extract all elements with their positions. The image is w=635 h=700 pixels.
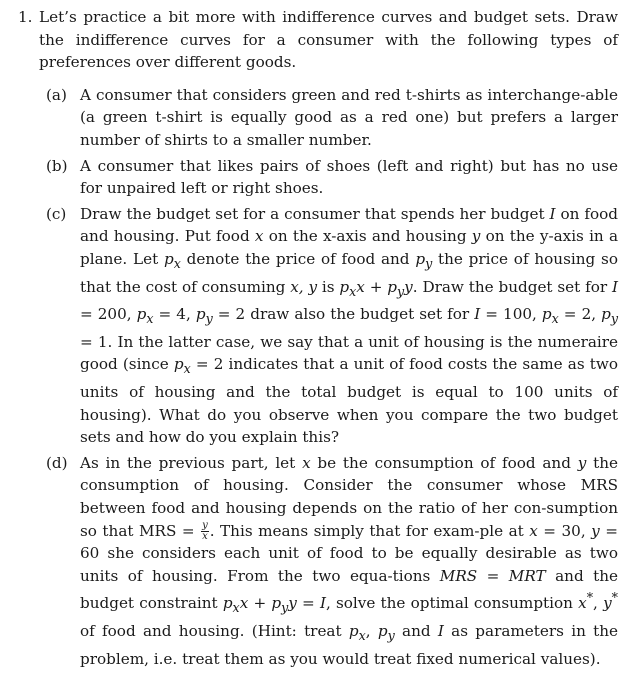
fraction-numerator: y [202,520,208,532]
part-d-text [80,454,618,668]
text-run: and the budget constraint [80,566,618,613]
math-budget: I [437,622,444,641]
part-d-label: (d) [46,453,68,472]
math-superscript: * [611,590,618,606]
math-var: x [529,521,538,540]
part-c [46,203,618,449]
math-price: p [271,594,282,613]
part-c-text [80,205,618,446]
part-d [46,452,618,670]
text-run: as parameters in the problem, i.e. treat them as you would treat fixed numerical values). [80,622,619,668]
text-run: be the consumption of food and [310,453,578,472]
math-housing: y [577,453,587,472]
problem-1 [18,6,618,673]
text-run: = 4, [153,305,196,324]
text-run: is [317,277,340,296]
text-run: = 200, [80,305,137,324]
math-price: p [173,355,184,374]
text-run: = 2, [558,305,602,324]
math-budget: I [549,204,556,223]
math-subscript: x [358,628,366,644]
text-run: = 2 draw also the budget set for [212,305,475,324]
part-c-label: (c) [46,204,67,223]
text-run: = [477,566,509,585]
math-subscript: y [281,600,289,616]
problem-intro: Let’s practice a bit more with indifference curves and budget sets. Draw the indifference curves for a consumer with the following types of preferences over different goods. [39,8,618,72]
math-superscript: * [586,590,594,606]
math-vars: x, y [290,277,318,296]
text-run: = 2 indicates that a unit of food costs the same as two units of housing and the total budget is equal to 100 units of housing). What do you observe when you compare the two budget sets and how do you explain this? [80,355,618,447]
text-run: on the x-axis and housing [263,227,472,246]
text-run: As in the previous part, let [80,453,303,472]
math-var: y [591,521,600,540]
math-price: p [339,277,350,296]
text-run: , [365,622,378,641]
part-b [46,155,618,200]
part-b-text: A consumer that likes pairs of shoes (left and right) but has no use for unpaired left or right shoes. [80,156,618,198]
text-run: the price of housing so that the cost of consuming [80,249,618,296]
math-subscript: x [349,283,357,299]
math-subscript: x [551,311,559,327]
math-price: p [222,594,233,613]
problem-parts [46,84,618,671]
part-a [46,84,618,152]
part-b-label: (b) [46,156,68,175]
math-mrt: MRT [508,566,546,585]
math-budget: I [611,277,618,296]
math-price: p [164,249,174,268]
text-run: = 60 she considers each unit of food to be equally desirable as two units of housing. From the two equa-tions [80,521,618,585]
text-run: Draw the budget set for a consumer that spends her budget [80,204,550,223]
math-subscript: x [146,311,154,327]
math-subscript: y [425,255,433,271]
fraction-denominator: x [202,531,208,543]
math-var: x [578,594,587,613]
math-var: y [288,594,297,613]
math-var: x [239,594,249,613]
text-run: = [296,594,320,613]
math-subscript: x [173,255,181,271]
text-run: denote the price of food and [180,249,416,268]
math-price: p [415,249,426,268]
math-var: y [404,277,413,296]
math-var: x [356,277,365,296]
text-run: + [364,277,388,296]
math-var: y [603,594,612,613]
problem-number: 1. [18,8,33,26]
math-subscript: x [183,361,191,377]
text-run: . Draw the budget set for [412,277,612,296]
math-subscript: y [387,628,395,644]
math-mrs: MRS [439,566,478,585]
math-price: p [136,305,147,324]
math-price: p [541,305,552,324]
math-price: p [387,277,398,296]
math-budget: I [319,594,326,613]
text-run: . This means simply that for exam-ple at [209,521,530,540]
text-run: on food and housing. Put food [80,204,618,246]
math-housing: y [471,227,481,246]
text-run: = 30, [537,521,592,540]
math-subscript: x [232,600,240,616]
text-run: = 100, [480,305,542,324]
text-run: the consumption of housing. Consider the consumer whose MRS between food and housing depends on the ratio of her con-sumption so that MRS = [80,453,618,540]
text-run: , solve the optimal consumption [325,594,579,613]
math-budget: I [474,305,481,324]
text-run: + [248,594,272,613]
math-price: p [195,305,206,324]
text-run: on the y-axis in a plane. Let [80,227,618,268]
math-food: x [254,227,264,246]
math-price: p [348,622,359,641]
text-run: , [593,594,604,613]
math-price: p [601,305,611,324]
part-a-text: A consumer that considers green and red t-shirts as interchange-able (a green t-shirt is equally good as a red one) but prefers a larger number of shirts to a smaller number. [80,85,618,149]
mrs-fraction [201,521,209,542]
math-food: x [302,453,311,472]
text-run: of food and housing. (Hint: treat [80,622,349,641]
math-price: p [377,622,388,641]
math-subscript: y [205,311,213,327]
text-run: = 1. In the latter case, we say that a unit of housing is the numeraire good (since [80,332,618,374]
part-a-label: (a) [46,85,67,104]
math-subscript: y [610,311,618,327]
text-run: and [394,622,438,641]
math-subscript: y [397,283,405,299]
